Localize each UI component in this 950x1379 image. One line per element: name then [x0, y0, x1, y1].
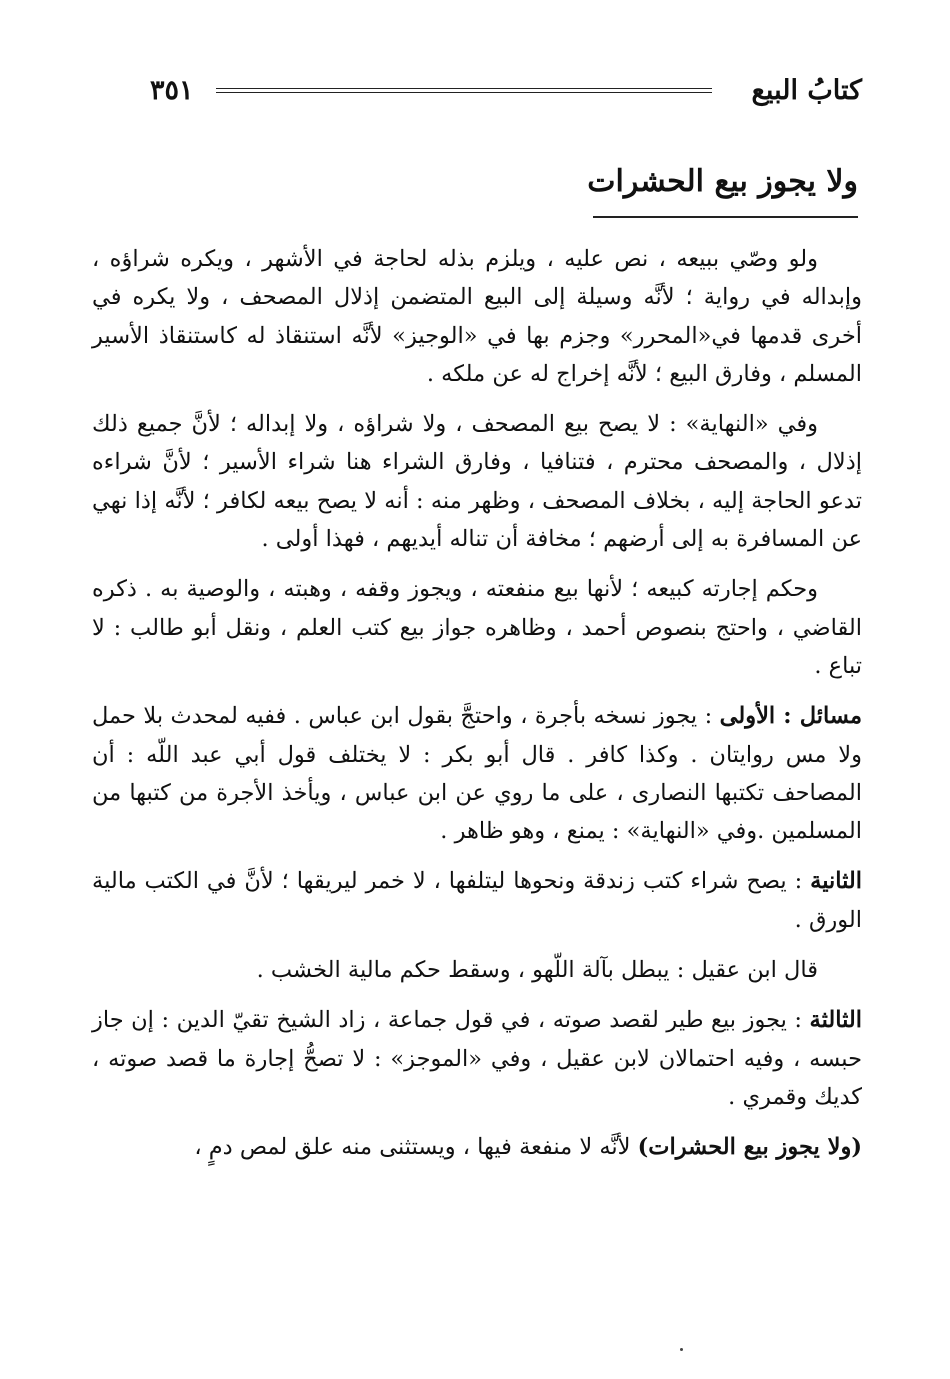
matn-heading-block	[587, 160, 858, 218]
paragraph-lead: (ولا يجوز بيع الحشرات)	[637, 1134, 862, 1161]
paragraph	[92, 697, 862, 850]
matn-heading: ولا يجوز بيع الحشرات	[587, 164, 858, 199]
paragraph-text: وفي «النهاية» : لا يصح بيع المصحف ، ولا شراؤه ، ولا إبداله ؛ لأنَّ جميع ذلك إذلال ، والمصحف محترم ، فتنافيا ، وفارق الشراء هنا شراء الأسير ؛ لأنَّ شراءه تدعو الحاجة إليه ، بخلاف المصحف ، وظهر منه : أنه لا يصح بيعه لكافر ؛ لأنَّه إذا نهي عن المسافرة به إلى أرضهم ؛ مخافة أن تناله أيديهم ، فهذا أولى .	[92, 411, 862, 553]
paragraph-text: : يجوز بيع طير لقصد صوته ، في قول جماعة ، زاد الشيخ تقيّ الدين : إن جاز حبسه ، وفيه احتمالان لابن عقيل ، وفي «الموجز» : لا تصحُّ إجارة ما قصد صوته ، كديك وقمري .	[92, 1007, 862, 1110]
paragraph-lead: الثانية	[810, 868, 862, 895]
paragraph	[92, 1128, 862, 1166]
matn-underline	[593, 216, 858, 218]
page-header	[150, 70, 862, 110]
header-rule	[216, 88, 712, 93]
paragraph-lead: الثالثة	[809, 1007, 862, 1034]
paragraph	[92, 570, 862, 685]
paragraph	[92, 951, 862, 989]
paragraph	[92, 862, 862, 939]
paragraph-text: ولو وصّي ببيعه ، نص عليه ، ويلزم بذله لحاجة في الأشهر ، ويكره شراؤه ، وإبداله في رواية ؛ لأنَّه وسيلة إلى البيع المتضمن إذلال المصحف ، ولا يكره في أخرى قدمها في«المحرر» وجزم بها في «الوجيز» لأنَّه استنقاذ له كاستنقاذ الأسير المسلم ، وفارق البيع ؛ لأنَّه إخراج له عن ملكه .	[92, 246, 862, 387]
commentary-body	[92, 240, 862, 1179]
paragraph-text: : يصح شراء كتب زندقة ونحوها ليتلفها ، لا خمر ليريقها ؛ لأنَّ في الكتب مالية الورق .	[92, 868, 862, 933]
paragraph-lead: مسائل : الأولى	[719, 703, 862, 730]
page-number: ٣٥١	[150, 74, 194, 106]
paragraph-text: : يجوز نسخه بأجرة ، واحتجَّ بقول ابن عباس . ففيه لمحدث بلا حمل ولا مس روايتان . وكذا كافر . قال أبو بكر : لا يختلف قول أبي عبد اللّه : أن المصاحف تكتبها النصارى ، على ما روي عن ابن عباس ، ويأخذ الأجرة من كتبها من المسلمين .وفي «النهاية» : يمنع ، وهو ظاهر .	[92, 703, 862, 845]
paragraph-text: لأنَّه لا منفعة فيها ، ويستثنى منه علق لمص دمٍ ،	[194, 1134, 638, 1161]
paragraph	[92, 1001, 862, 1116]
paragraph-text: قال ابن عقيل : يبطل بآلة اللّهو ، وسقط حكم مالية الخشب .	[256, 957, 818, 984]
paragraph	[92, 405, 862, 558]
paragraph	[92, 240, 862, 393]
paragraph-text: وحكم إجارته كبيعه ؛ لأنها بيع منفعته ، ويجوز وقفه ، وهبته ، والوصية به . ذكره القاضي ، واحتج بنصوص أحمد ، وظاهره جواز بيع كتب العلم ، ونقل أبو طالب : لا تباع .	[92, 576, 862, 679]
running-title: كتابُ البيع	[751, 74, 862, 106]
footer-dot	[680, 1348, 683, 1351]
